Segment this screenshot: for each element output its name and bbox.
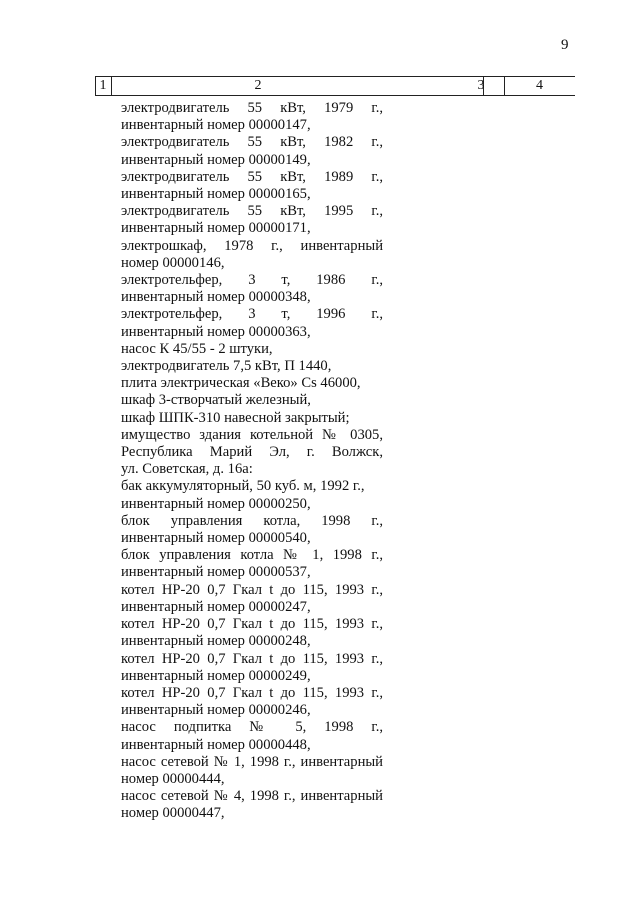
- list-line: электродвигатель 55 кВт, 1995 г.,: [121, 203, 383, 220]
- list-line: электрошкаф, 1978 г., инвентарный: [121, 237, 383, 254]
- list-line: насос сетевой № 1, 1998 г., инвентарный: [121, 753, 383, 770]
- list-line: электродвигатель 7,5 кВт, П 1440,: [121, 358, 332, 375]
- table-header-col-2: 2: [254, 78, 262, 93]
- page-number: 9: [561, 37, 569, 53]
- list-line: номер 00000146,: [121, 254, 225, 271]
- list-line: инвентарный номер 00000250,: [121, 495, 311, 512]
- property-list: [121, 100, 383, 823]
- list-line: котел НР-20 0,7 Гкал t до 115, 1993 г.,: [121, 616, 383, 633]
- list-line: инвентарный номер 00000248,: [121, 633, 311, 650]
- list-line: насос сетевой № 4, 1998 г., инвентарный: [121, 788, 383, 805]
- list-line: инвентарный номер 00000537,: [121, 564, 311, 581]
- list-line: блок управления котла, 1998 г.,: [121, 512, 383, 529]
- table-header-col-3: 3: [477, 78, 485, 93]
- list-line: номер 00000444,: [121, 770, 225, 787]
- list-line: инвентарный номер 00000247,: [121, 598, 311, 615]
- table-header-col-4: 4: [536, 78, 543, 93]
- list-line: инвентарный номер 00000171,: [121, 220, 311, 237]
- list-line: котел НР-20 0,7 Гкал t до 115, 1993 г.,: [121, 650, 383, 667]
- list-line: инвентарный номер 00000348,: [121, 289, 311, 306]
- list-line: насос подпитка № 5, 1998 г.,: [121, 719, 383, 736]
- list-line: электродвигатель 55 кВт, 1979 г.,: [121, 100, 383, 116]
- table-header-row: [95, 76, 575, 96]
- list-line: электротельфер, 3 т, 1986 г.,: [121, 272, 383, 289]
- list-line: электродвигатель 55 кВт, 1982 г.,: [121, 134, 383, 151]
- list-line: насос К 45/55 - 2 штуки,: [121, 340, 273, 357]
- list-line: котел НР-20 0,7 Гкал t до 115, 1993 г.,: [121, 684, 383, 701]
- list-line: инвентарный номер 00000540,: [121, 530, 311, 547]
- list-line: инвентарный номер 00000249,: [121, 667, 311, 684]
- list-line: имущество здания котельной № 0305,: [121, 426, 383, 443]
- list-line: инвентарный номер 00000149,: [121, 151, 311, 168]
- list-line: котел НР-20 0,7 Гкал t до 115, 1993 г.,: [121, 581, 383, 598]
- list-line: электродвигатель 55 кВт, 1989 г.,: [121, 168, 383, 185]
- list-line: ул. Советская, д. 16а:: [121, 461, 253, 478]
- list-line: плита электрическая «Веко» Cs 46000,: [121, 375, 361, 392]
- list-line: инвентарный номер 00000363,: [121, 323, 311, 340]
- list-line: бак аккумуляторный, 50 куб. м, 1992 г.,: [121, 478, 365, 495]
- list-line: шкаф ШПК-310 навесной закрытый;: [121, 409, 350, 426]
- list-line: инвентарный номер 00000147,: [121, 117, 311, 134]
- list-line: инвентарный номер 00000165,: [121, 186, 311, 203]
- table-header-col-1: 1: [99, 78, 107, 93]
- list-line: инвентарный номер 00000448,: [121, 736, 311, 753]
- list-line: номер 00000447,: [121, 805, 225, 822]
- list-line: шкаф 3-створчатый железный,: [121, 392, 311, 409]
- list-line: блок управления котла № 1, 1998 г.,: [121, 547, 383, 564]
- list-line: Республика Марий Эл, г. Волжск,: [121, 444, 383, 461]
- list-line: инвентарный номер 00000246,: [121, 702, 311, 719]
- list-line: электротельфер, 3 т, 1996 г.,: [121, 306, 383, 323]
